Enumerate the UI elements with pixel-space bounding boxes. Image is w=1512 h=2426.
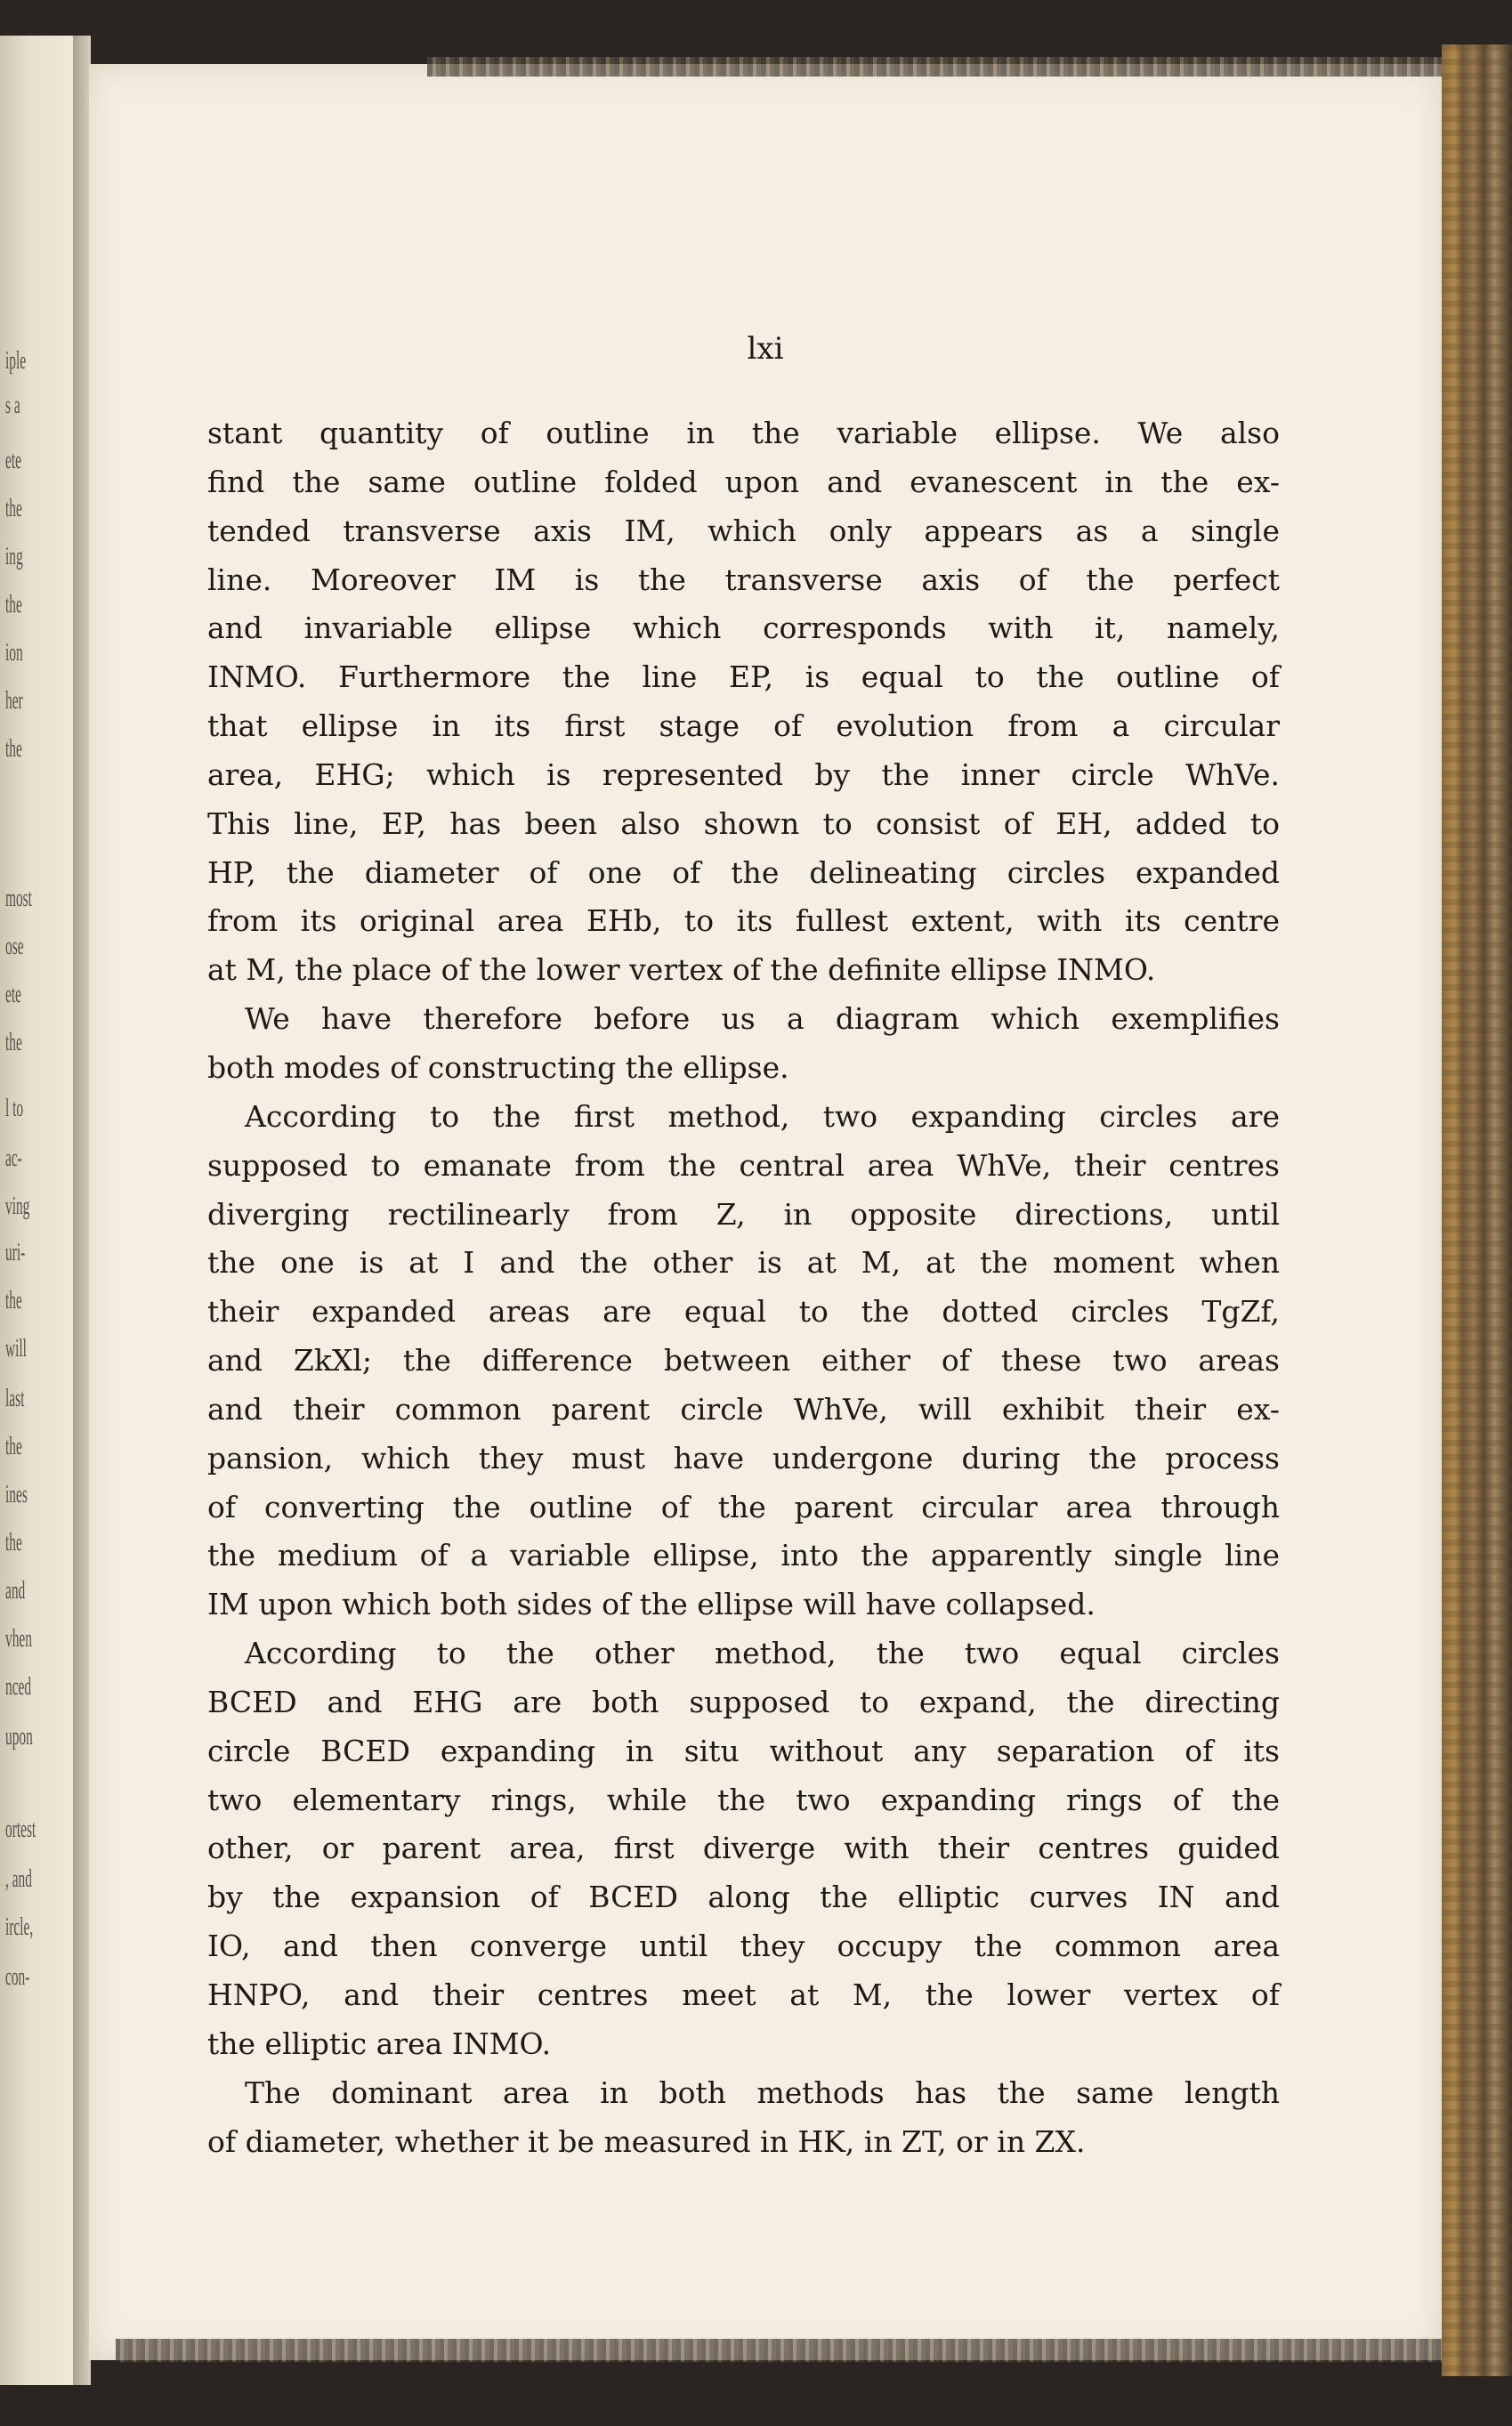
text-line: stant quantity of outline in the variable ellipse. We also xyxy=(207,416,1280,450)
facing-page-fragment: vhen xyxy=(5,1625,32,1653)
facing-page-fragment: , and xyxy=(5,1865,32,1893)
facing-page-fragment: the xyxy=(5,1287,22,1314)
text-line: IO, and then converge until they occupy the common area xyxy=(207,1929,1280,1964)
facing-page-fragment: and xyxy=(5,1577,26,1605)
text-line: circle BCED expanding in situ without any separation of its xyxy=(207,1733,1280,1768)
facing-page-fragment: ortest xyxy=(5,1815,36,1843)
facing-page-fragment: con- xyxy=(5,1963,30,1991)
text-line: that ellipse in its first stage of evolution from a circular xyxy=(207,708,1280,744)
body-text xyxy=(207,409,1280,2166)
top-page-edge xyxy=(427,57,1442,77)
text-line: the one is at I and the other is at M, at the moment when xyxy=(207,1245,1280,1281)
text-line: other, or parent area, first diverge with their centres guided xyxy=(207,1831,1280,1866)
facing-page-fragment: ving xyxy=(5,1193,30,1220)
text-line: two elementary rings, while the two expanding rings of the xyxy=(207,1782,1280,1817)
text-line: The dominant area in both methods has the same length xyxy=(245,2074,1280,2110)
text-line: tended transverse axis IM, which only appears as a single xyxy=(207,513,1280,548)
text-line: both modes of constructing the ellipse. xyxy=(207,1049,789,1085)
text-line: According to the other method, the two equal circles xyxy=(245,1636,1280,1671)
book-gutter xyxy=(73,36,91,2385)
text-line: We have therefore before us a diagram which exemplifies xyxy=(245,1001,1280,1037)
text-line: and ZkXl; the difference between either of these two areas xyxy=(207,1343,1280,1379)
text-line: BCED and EHG are both supposed to expand, the directing xyxy=(207,1684,1280,1719)
facing-page-fragment: last xyxy=(5,1385,25,1412)
text-line: pansion, which they must have undergone during the process xyxy=(207,1440,1280,1476)
text-line: of converting the outline of the parent circular area through xyxy=(207,1489,1280,1524)
facing-page-fragment: ete xyxy=(5,981,21,1008)
text-line: of diameter, whether it be measured in HK, in ZT, or in ZX. xyxy=(207,2123,1086,2159)
facing-page-fragment: ion xyxy=(5,639,23,667)
text-line: INMO. Furthermore the line EP, is equal to the outline of xyxy=(207,659,1280,695)
text-line: the elliptic area INMO. xyxy=(207,2026,552,2061)
text-line: This line, EP, has been also shown to consist of EH, added to xyxy=(207,805,1280,841)
text-line: by the expansion of BCED along the elliptic curves IN and xyxy=(207,1880,1280,1915)
text-line: line. Moreover IM is the transverse axis of the perfect xyxy=(207,562,1280,597)
facing-page-fragment: ose xyxy=(5,933,24,960)
bottom-page-edge xyxy=(116,2339,1451,2362)
facing-page-fragment: ircle, xyxy=(5,1913,34,1941)
text-line: and invariable ellipse which corresponds with it, namely, xyxy=(207,611,1280,646)
text-line: at M, the place of the lower vertex of the definite ellipse INMO. xyxy=(207,952,1156,988)
facing-page-fragment: her xyxy=(5,687,23,715)
text-line: diverging rectilinearly from Z, in opposite directions, until xyxy=(207,1196,1280,1232)
facing-page-fragment: uri- xyxy=(5,1239,26,1266)
facing-page-fragment: the xyxy=(5,735,22,763)
text-line: supposed to emanate from the central area WhVe, their centres xyxy=(207,1147,1280,1183)
facing-page-fragment: will xyxy=(5,1335,27,1363)
facing-page-fragment: the xyxy=(5,1529,22,1557)
facing-page-fragment: ing xyxy=(5,543,23,570)
book-page xyxy=(89,64,1442,2360)
text-line: HNPO, and their centres meet at M, the lower vertex of xyxy=(207,1977,1280,2012)
facing-page-fragment: most xyxy=(5,885,32,912)
text-line: from its original area EHb, to its fullest extent, with its centre xyxy=(207,903,1280,939)
text-line: their expanded areas are equal to the dotted circles TgZf, xyxy=(207,1294,1280,1330)
facing-page-fragment: ines xyxy=(5,1481,28,1508)
text-line: and their common parent circle WhVe, will exhibit their ex- xyxy=(207,1391,1280,1427)
facing-page-fragment: s a xyxy=(5,392,20,419)
marbled-page-edges xyxy=(1442,44,1512,2376)
facing-page-fragment: ete xyxy=(5,447,21,474)
facing-page-fragment: l to xyxy=(5,1095,24,1122)
facing-page-fragment: ac- xyxy=(5,1144,22,1172)
facing-page-fragment: nced xyxy=(5,1673,32,1701)
text-line: the medium of a variable ellipse, into the apparently single line xyxy=(207,1538,1280,1573)
facing-page-fragment: iple xyxy=(5,347,27,375)
text-line: find the same outline folded upon and evanescent in the ex- xyxy=(207,464,1280,499)
facing-page-fragment: the xyxy=(5,495,22,522)
facing-page-fragment: the xyxy=(5,1029,22,1056)
text-line: HP, the diameter of one of the delineating circles expanded xyxy=(207,854,1280,890)
text-line: According to the first method, two expanding circles are xyxy=(245,1098,1280,1134)
page-number: lxi xyxy=(747,331,784,367)
facing-page-fragment: the xyxy=(5,1433,22,1460)
facing-page-edge xyxy=(0,36,73,2385)
facing-page-fragment: the xyxy=(5,591,22,619)
text-line: IM upon which both sides of the ellipse will have collapsed. xyxy=(207,1587,1096,1622)
facing-page-fragment: upon xyxy=(5,1723,33,1751)
text-line: area, EHG; which is represented by the inner circle WhVe. xyxy=(207,756,1280,792)
